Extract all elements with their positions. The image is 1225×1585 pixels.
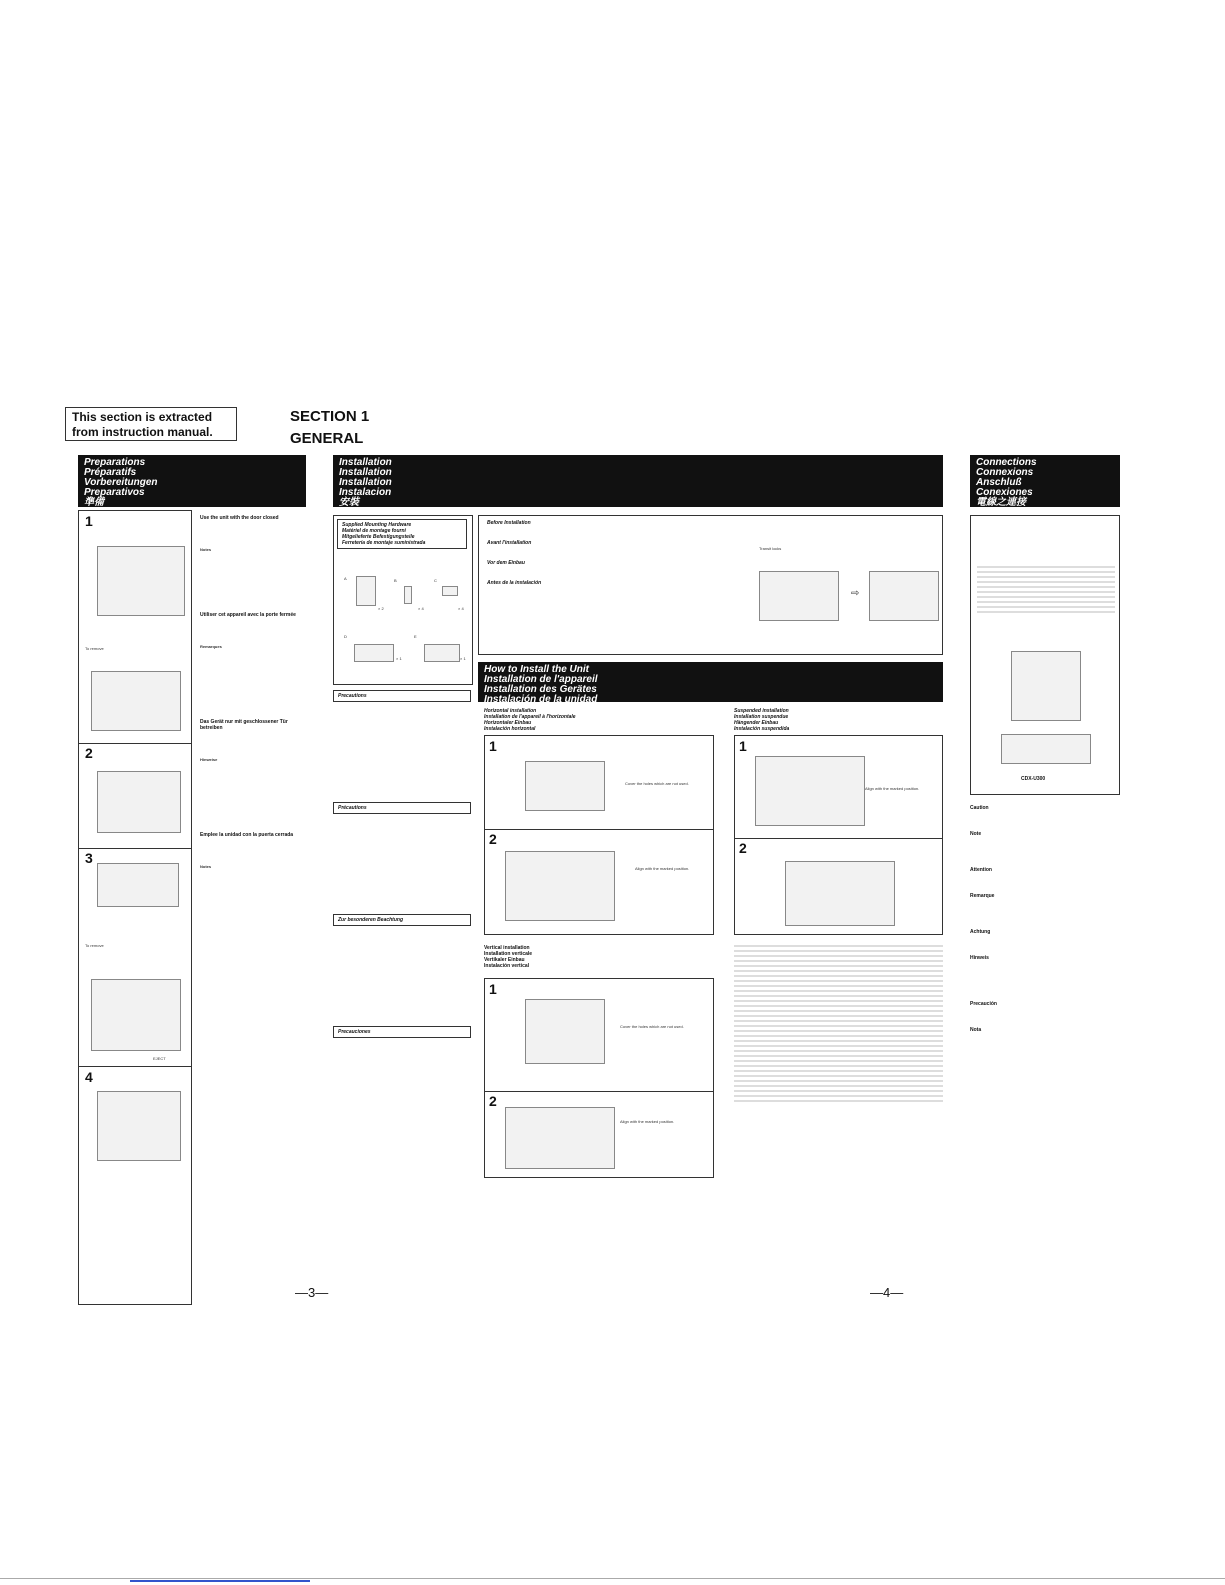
precautions-column bbox=[333, 690, 473, 1038]
magazine-insert-figure bbox=[97, 546, 185, 616]
part-e-label: E bbox=[414, 634, 417, 639]
preparations-figures bbox=[78, 510, 192, 1305]
suspended-figures bbox=[734, 735, 943, 935]
conn-title-es: Conexiones bbox=[976, 487, 1033, 498]
extract-note bbox=[65, 407, 237, 441]
suspended-unit-figure bbox=[755, 756, 865, 826]
installation-title-bar bbox=[333, 455, 943, 507]
connections-intro bbox=[977, 566, 1115, 616]
before-install-fr: Avant l'installation bbox=[487, 540, 532, 546]
suspended-fr: Installation suspendue bbox=[734, 714, 789, 720]
note-heading: Note bbox=[970, 831, 982, 837]
horizontal-mount-figure bbox=[505, 851, 615, 921]
connections-diagram bbox=[970, 515, 1120, 795]
vertical-step-2: 2 bbox=[489, 1093, 497, 1109]
horizontal-fr: Installation de l'appareil à l'horizontale bbox=[484, 714, 576, 720]
remarque-heading: Remarque bbox=[970, 893, 995, 899]
transit-lock-figure-1 bbox=[759, 571, 839, 621]
how-to-install-bar bbox=[478, 662, 943, 705]
page-number-right: —4— bbox=[870, 1285, 904, 1300]
before-installation-panel bbox=[478, 515, 943, 655]
hardware-en: Supplied Mounting Hardware bbox=[342, 522, 412, 528]
label-to-remove-1: To remove bbox=[85, 646, 104, 651]
connections-notes bbox=[970, 805, 1120, 1033]
disc-magazine-figure bbox=[97, 863, 179, 907]
connection-cables-figure bbox=[1011, 651, 1081, 721]
hardware-fr: Matériel de montage fourni bbox=[342, 528, 406, 534]
part-d-sticker bbox=[354, 644, 394, 662]
prep-title-es: Preparativos bbox=[84, 487, 145, 498]
unit-front-figure bbox=[97, 771, 181, 833]
horizontal-unit-figure bbox=[525, 761, 605, 811]
precautions-fr: Précautions bbox=[333, 802, 471, 814]
precautions-es: Precauciones bbox=[333, 1026, 471, 1038]
eject-figure bbox=[91, 979, 181, 1051]
part-d-label: D bbox=[344, 634, 347, 639]
inst-title-es: Instalacion bbox=[339, 487, 392, 498]
hinweise-label: Hinweise bbox=[200, 757, 218, 762]
horizontal-en: Horizontal installation bbox=[484, 708, 537, 714]
achtung-heading: Achtung bbox=[970, 929, 991, 935]
precautions-en: Precautions bbox=[333, 690, 471, 702]
hardware-es: Ferretería de montaje suministrada bbox=[342, 540, 426, 546]
door-closed-figure bbox=[97, 1091, 181, 1161]
transit-locks-label: Transit locks bbox=[759, 546, 782, 551]
cdx-model-label: CDX-U300 bbox=[1021, 776, 1046, 782]
door-heading-de: Das Gerät nur mit geschlossener Tür betreiben bbox=[200, 719, 288, 731]
before-install-en: Before Installation bbox=[487, 520, 531, 526]
vertical-figures bbox=[484, 978, 714, 1178]
page-number-left: —3— bbox=[295, 1285, 329, 1300]
prep-title-en: Preparations bbox=[84, 457, 146, 468]
vertical-fr: Installation verticale bbox=[484, 951, 533, 957]
notes-label-en: Notes bbox=[200, 547, 212, 552]
inst-title-fr: Installation bbox=[339, 467, 392, 478]
vertical-cover-note: Cover the holes which are not used. bbox=[620, 1024, 684, 1029]
part-c-label: C bbox=[434, 578, 437, 583]
vertical-heading bbox=[484, 945, 532, 969]
suspended-en: Suspended installation bbox=[734, 708, 789, 714]
remarques-label: Remarques bbox=[200, 644, 222, 649]
vertical-divider bbox=[485, 1091, 713, 1092]
cdx-unit-figure bbox=[1001, 734, 1091, 764]
horizontal-es: Instalación horizontal bbox=[484, 726, 536, 732]
horizontal-step-2: 2 bbox=[489, 831, 497, 847]
suspended-step-1: 1 bbox=[739, 738, 747, 754]
attention-heading: Attention bbox=[970, 867, 992, 873]
vertical-mount-figure bbox=[505, 1107, 615, 1169]
step-number-1: 1 bbox=[85, 513, 93, 529]
step-number-2: 2 bbox=[85, 745, 93, 761]
section-subtitle: GENERAL bbox=[290, 430, 364, 447]
vertical-align-note: Align with the marked position. bbox=[620, 1119, 675, 1124]
part-a-bracket bbox=[356, 576, 376, 606]
vertical-es: Instalación vertical bbox=[484, 963, 530, 969]
extract-note-text: This section is extracted from instruction manual. bbox=[72, 410, 213, 439]
before-install-de: Vor dem Einbau bbox=[487, 560, 525, 566]
divider-2 bbox=[79, 848, 191, 849]
vertical-unit-figure bbox=[525, 999, 605, 1064]
conn-title-zh: 電線之連接 bbox=[976, 497, 1026, 508]
part-d-qty: × 1 bbox=[396, 656, 402, 661]
caution-heading: Caution bbox=[970, 805, 989, 811]
bottom-link-bar[interactable] bbox=[130, 1580, 310, 1582]
part-b-qty: × 4 bbox=[418, 606, 424, 611]
conn-title-en: Connections bbox=[976, 457, 1037, 468]
precaucion-heading: Precaución bbox=[970, 1001, 997, 1007]
door-heading-fr: Utiliser cet appareil avec la porte fermée bbox=[200, 612, 296, 618]
label-to-remove-2: To remove bbox=[85, 943, 104, 948]
horizontal-figures bbox=[484, 735, 714, 935]
horizontal-align-note: Align with the marked position. bbox=[635, 866, 690, 871]
hinweis-heading: Hinweis bbox=[970, 955, 989, 961]
precautions-de: Zur besonderen Beachtung bbox=[333, 914, 471, 926]
bottom-rule bbox=[0, 1578, 1225, 1579]
vertical-de: Vertikaler Einbau bbox=[484, 957, 525, 963]
hardware-de: Mitgelieferte Befestigungsteile bbox=[342, 534, 415, 540]
hardware-panel bbox=[333, 515, 473, 685]
vertical-en: Vertical installation bbox=[484, 945, 530, 951]
how-to-en: How to Install the Unit bbox=[484, 664, 589, 675]
part-c-qty: × 4 bbox=[458, 606, 464, 611]
prep-title-de: Vorbereitungen bbox=[84, 477, 158, 488]
suspended-align-note: Align with the marked position. bbox=[865, 786, 920, 791]
how-to-fr: Installation de l'appareil bbox=[484, 674, 598, 685]
divider-1 bbox=[79, 743, 191, 744]
section-heading bbox=[290, 407, 369, 449]
connections-title-bar bbox=[970, 455, 1120, 507]
horizontal-de: Horizontaler Einbau bbox=[484, 720, 532, 726]
transit-lock-figure-2 bbox=[869, 571, 939, 621]
label-eject: EJECT bbox=[153, 1056, 166, 1061]
horizontal-cover-note: Cover the holes which are not used. bbox=[625, 781, 689, 786]
how-to-de: Installation des Gerätes bbox=[484, 684, 597, 695]
door-heading-es: Emplee la unidad con la puerta cerrada bbox=[200, 832, 294, 838]
transit-arrow: ⇨ bbox=[851, 588, 860, 599]
suspended-text-block bbox=[734, 945, 943, 1115]
how-to-es: Instalación de la unidad bbox=[484, 694, 598, 705]
suspended-de: Hängender Einbau bbox=[734, 720, 779, 726]
divider-3 bbox=[79, 1066, 191, 1067]
part-b-screw bbox=[404, 586, 412, 604]
horizontal-step-1: 1 bbox=[489, 738, 497, 754]
horizontal-heading bbox=[484, 708, 576, 732]
suspended-mount-figure bbox=[785, 861, 895, 926]
inst-title-en: Installation bbox=[339, 457, 392, 468]
inst-title-de: Installation bbox=[339, 477, 392, 488]
suspended-step-2: 2 bbox=[739, 840, 747, 856]
suspended-es: Instalación suspendida bbox=[734, 726, 790, 732]
prep-title-fr: Préparatifs bbox=[84, 467, 137, 478]
part-e-sticker bbox=[424, 644, 460, 662]
vertical-step-1: 1 bbox=[489, 981, 497, 997]
step-number-4: 4 bbox=[85, 1069, 93, 1085]
part-a-label: A bbox=[344, 576, 347, 581]
hardware-heading bbox=[337, 519, 467, 549]
door-heading-en: Use the unit with the door closed bbox=[200, 515, 279, 521]
suspended-text-placeholder bbox=[734, 945, 943, 1105]
conn-title-de: Anschluß bbox=[976, 477, 1022, 488]
prep-title-zh: 準備 bbox=[84, 497, 104, 508]
part-b-label: B bbox=[394, 578, 397, 583]
nota-heading: Nota bbox=[970, 1027, 982, 1033]
suspended-divider bbox=[735, 838, 942, 839]
suspended-heading bbox=[734, 708, 789, 732]
part-c-screw bbox=[442, 586, 458, 596]
section-title: SECTION 1 bbox=[290, 408, 370, 425]
step-number-3: 3 bbox=[85, 850, 93, 866]
preparations-title-bar bbox=[78, 455, 306, 507]
notes-label-es: Notes bbox=[200, 864, 212, 869]
horizontal-divider bbox=[485, 829, 713, 830]
inst-title-zh: 安裝 bbox=[339, 497, 359, 508]
before-install-es: Antes de la instalación bbox=[487, 580, 542, 586]
part-e-qty: × 1 bbox=[460, 656, 466, 661]
conn-title-fr: Connexions bbox=[976, 467, 1034, 478]
part-a-qty: × 2 bbox=[378, 606, 384, 611]
preparations-text bbox=[200, 515, 306, 869]
magazine-remove-figure bbox=[91, 671, 181, 731]
